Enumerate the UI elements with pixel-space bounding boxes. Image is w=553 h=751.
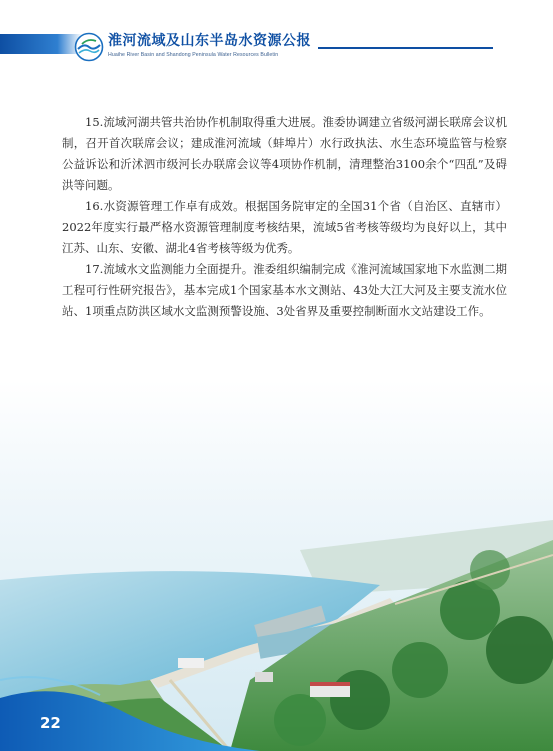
- paragraph-15: 15.流域河湖共管共治协作机制取得重大进展。淮委协调建立省级河湖长联席会议机制，召开首次联席会议；建成淮河流域（蚌埠片）水行政执法、水生态环境监管与检察公益诉讼和沂沭泗市级河长办联席会议等4项协作机制，清理整治3100余个“四乱”及碍洪等问题。: [62, 115, 507, 192]
- paragraph-16: 16.水资源管理工作卓有成效。根据国务院审定的全国31个省（自治区、直辖市）2022年度实行最严格水资源管理制度考核结果，流域5省考核等级均为良好以上，其中江苏、山东、安徽、湖北4省考核等级为优秀。: [62, 199, 507, 255]
- main-content: [62, 112, 507, 322]
- bulletin-title: 淮河流域及山东半岛水资源公报: [108, 33, 311, 49]
- page-header: [0, 0, 553, 70]
- dam-photo: [0, 380, 553, 751]
- header-accent-bar: [0, 34, 82, 54]
- header-rule: [318, 47, 493, 49]
- paragraph-17: 17.流域水文监测能力全面提升。淮委组织编制完成《淮河流域国家地下水监测二期工程可行性研究报告》，基本完成1个国家基本水文测站、43处大江大河及主要支流水位站、1项重点防洪区域水文监测预警设施、3处省界及重要控制断面水文站建设工作。: [62, 262, 507, 318]
- page-number: 22: [40, 714, 61, 732]
- basin-logo-icon: [74, 32, 104, 62]
- bulletin-subtitle: Huaihe River Basin and Shandong Peninsula Water Resources Bulletin: [108, 52, 279, 58]
